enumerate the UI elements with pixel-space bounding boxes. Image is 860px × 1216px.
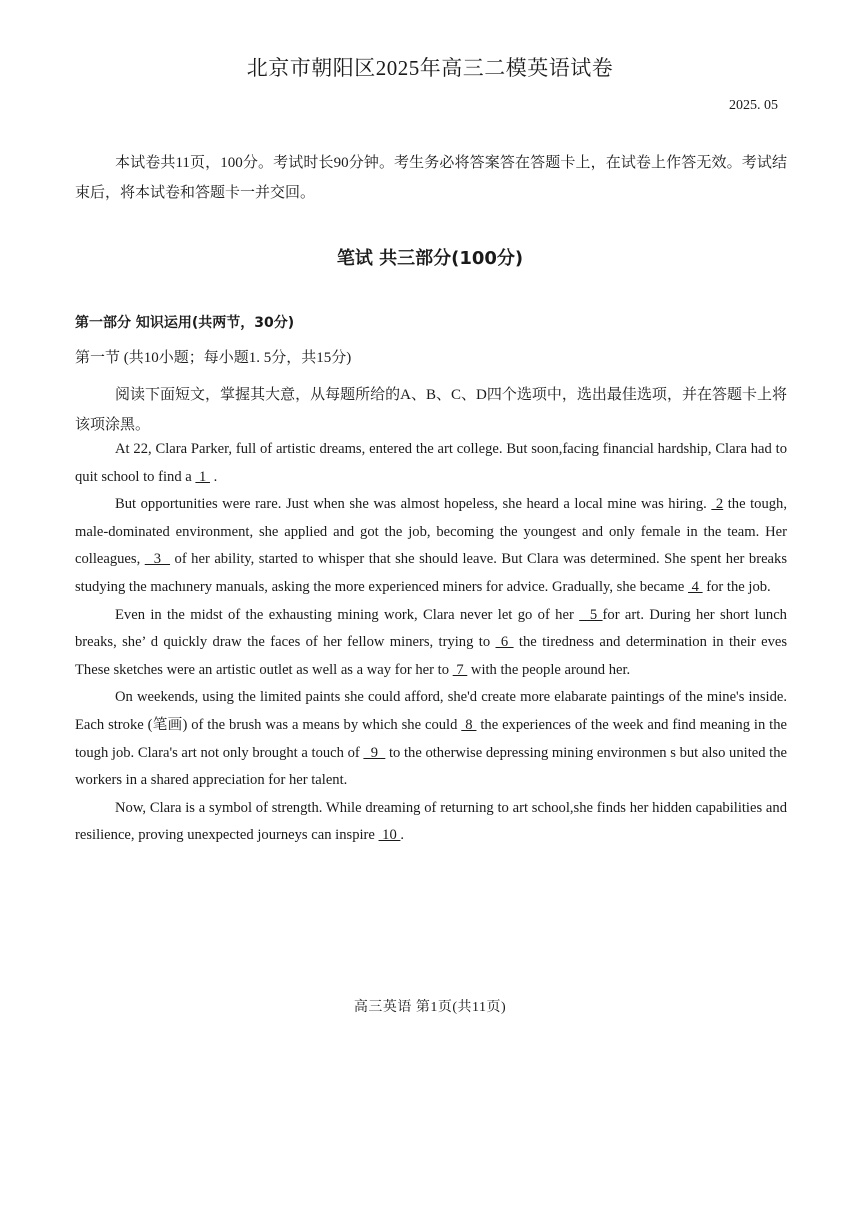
exam-date: 2025. 05 (729, 98, 778, 113)
text-segment: for art. During her short lunch breaks, she’ d quickly draw the faces of her fellow miners, trying to (75, 606, 787, 651)
subsection-title: 第一节 (共10小题；每小题1. 5分，共15分) (75, 350, 352, 366)
instruction-text: 阅读下面短文，掌握其大意，从每题所给的A、B、C、D四个选项中，选出最佳选项，并在答题卡上将该项涂黑。 (75, 387, 787, 433)
blank-8: 8 (461, 716, 477, 733)
exam-intro: 本试卷共11页，100分。考试时长90分钟。考生务必将答案答在答题卡上，在试卷上作答无效。考试结束后，将本试卷和答题卡一并交回。 (75, 155, 787, 201)
blank-6: 6 (495, 634, 514, 651)
passage-paragraph-1 (75, 436, 787, 491)
blank-4: 4 (688, 578, 703, 595)
text-segment: On weekends, using the limited paints she could afford, she'd create more elabarate paintings of the mine's inside. Each stroke (笔画) of the brush was a means by which she could (75, 689, 787, 733)
blank-3: 3 (144, 551, 171, 568)
text-segment: to the otherwise depressing mining environmen s but also united the workers in a shared appreciation for her talent. (75, 744, 787, 789)
text-segment: of her ability, started to whisper that she should leave. But Clara was determined. She spent her breaks studying the machınery manuals, asking the more experienced miners for advice. Gradually, she became (75, 551, 787, 595)
text-segment: the tough, male-dominated environment, she applied and got the job, becoming the youngest and only female in the team. Her colleagues, (75, 496, 787, 568)
page-footer: 高三英语 第1页(共11页) (353, 1000, 507, 1015)
blank-9: 9 (363, 744, 386, 761)
part-title: 第一部分 知识运用(共两节，30分) (75, 315, 295, 331)
text-segment: At 22, Clara Parker, full of artistic dreams, entered the art college. But soon,facing financial hardship, Clara had to quit school to find a (75, 441, 787, 485)
text-segment: Even in the midst of the exhausting mining work, Clara never let go of her (115, 606, 580, 623)
text-segment: the tiredness and determination in their eves These sketches were an artistic outlet as well as a way for her to (75, 634, 788, 678)
passage-paragraph-3 (75, 602, 787, 685)
passage-paragraph-5 (75, 795, 787, 850)
blank-10: 10 (378, 827, 401, 844)
blank-5: 5 (579, 606, 603, 623)
text-segment: the experiences of the week and find meaning in the tough job. Clara's art not only brought a touch of (75, 716, 787, 761)
blank-1: 1 (195, 468, 210, 485)
passage-paragraph-4 (75, 684, 787, 794)
reading-passage (75, 436, 787, 850)
passage-paragraph-2 (75, 491, 787, 601)
blank-7: 7 (452, 661, 468, 678)
text-segment: . (209, 468, 218, 485)
text-segment: Now, Clara is a symbol of strength. While dreaming of returning to art school,she finds her hidden capabilities and resilience, proving unexpected journeys can inspire (75, 799, 787, 844)
text-segment: for the job. (702, 578, 771, 595)
text-segment: . (400, 827, 405, 844)
blank-2: 2 (711, 496, 724, 513)
text-segment: with the people around her. (467, 661, 631, 678)
exam-title: 北京市朝阳区2025年高三二模英语试卷 (246, 56, 614, 80)
text-segment: But opportunities were rare. Just when she was almost hopeless, she heard a local mine was hiring. (115, 496, 712, 513)
section-title: 笔试 共三部分(100分) (336, 248, 524, 269)
